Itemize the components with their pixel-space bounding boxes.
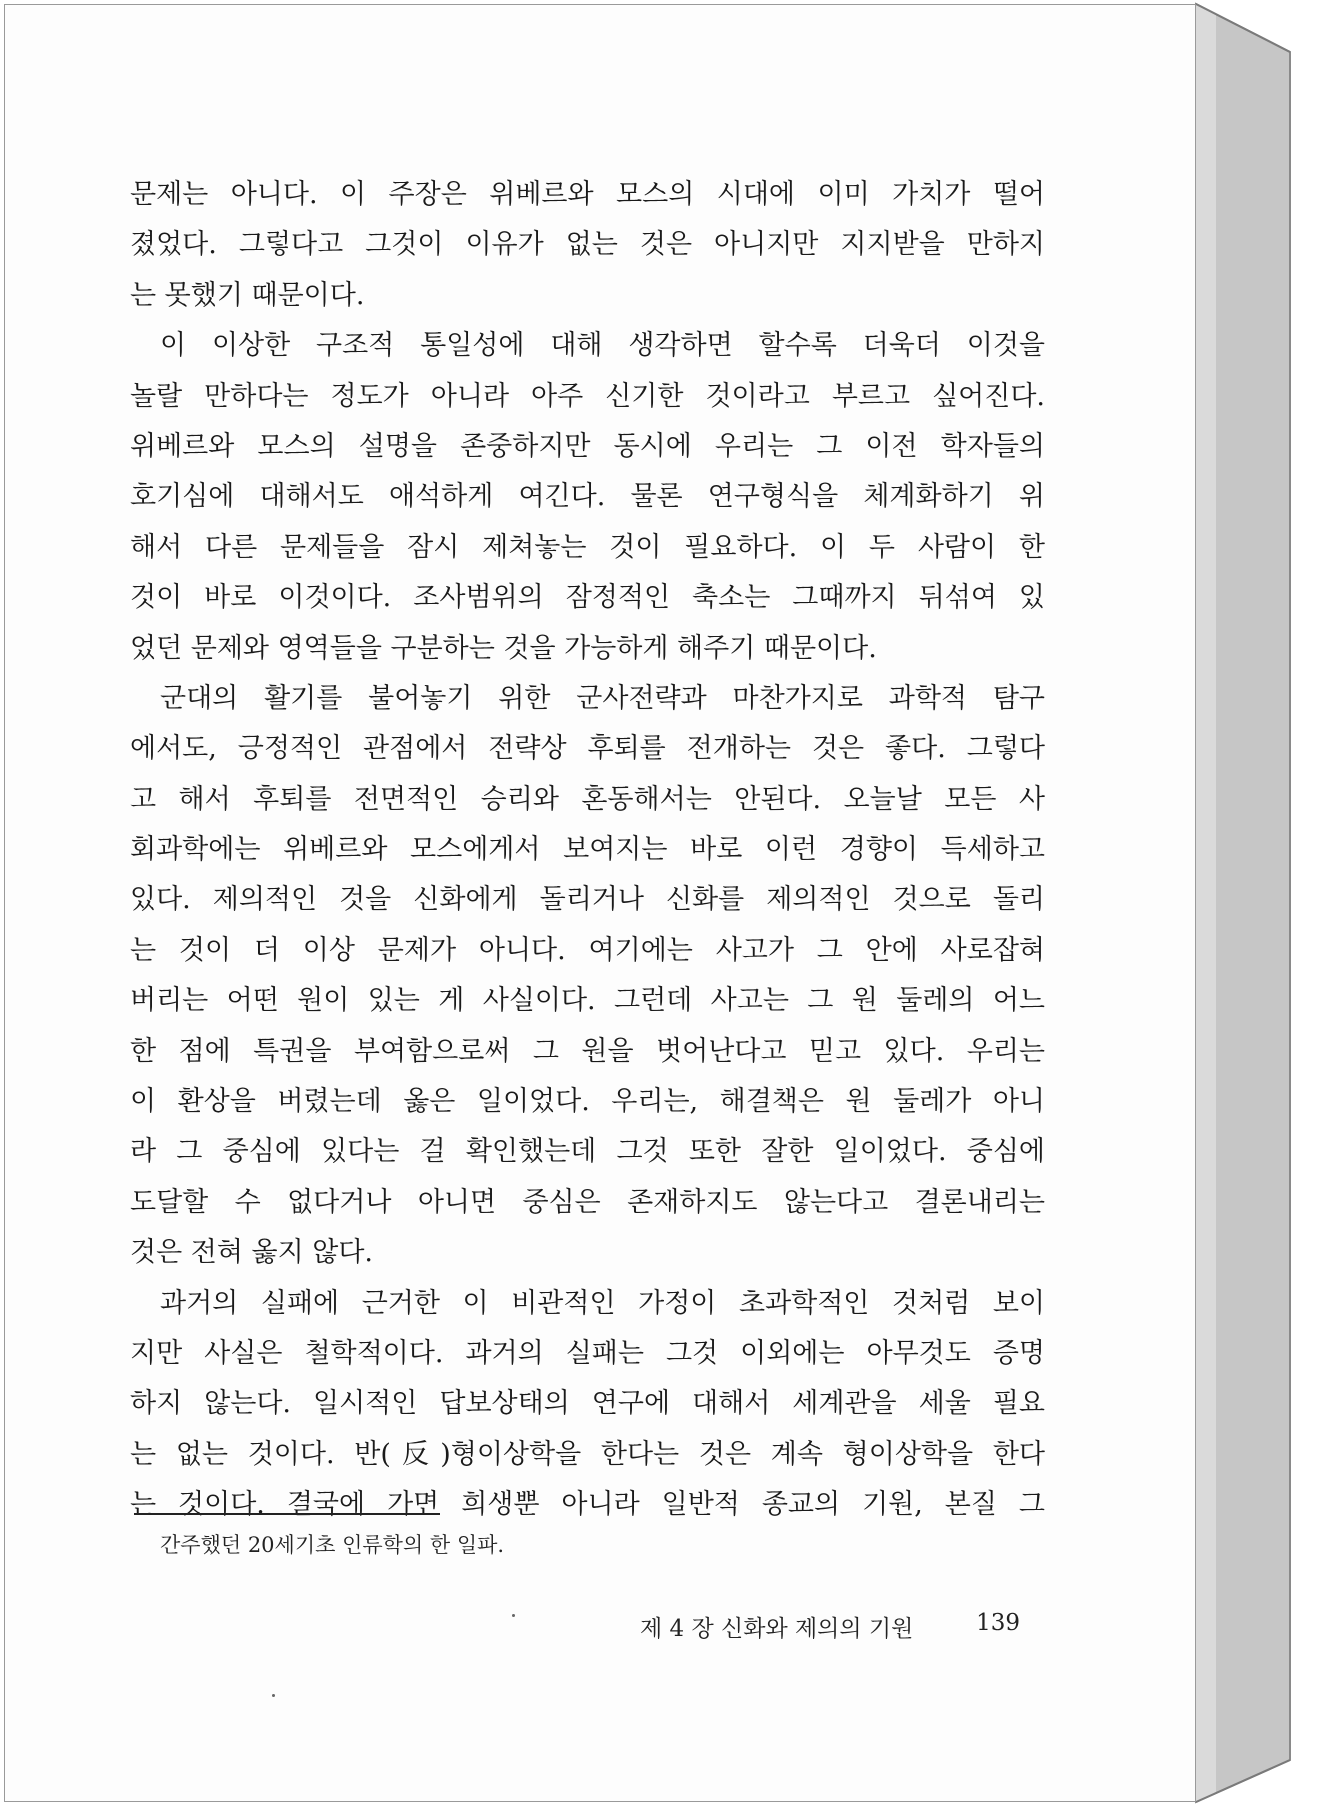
text-line: 위베르와 모스의 설명을 존중하지만 동시에 우리는 그 이전 학자들의	[130, 430, 1045, 462]
text-line: 는 못했기 때문이다.	[130, 279, 365, 311]
text-line: 과거의 실패에 근거한 이 비관적인 가정이 초과학적인 것처럼 보이	[160, 1287, 1045, 1319]
text-line: 군대의 활기를 불어놓기 위한 군사전략과 마찬가지로 과학적 탐구	[160, 682, 1045, 714]
text-line: 는 없는 것이다. 반(反)형이상학을 한다는 것은 계속 형이상학을 한다	[130, 1438, 1045, 1470]
chapter-title: 제 4 장 신화와 제의의 기원	[640, 1616, 914, 1642]
text-line: 해서 다른 문제들을 잠시 제쳐놓는 것이 필요하다. 이 두 사람이 한	[130, 531, 1045, 563]
body-text	[130, 170, 1045, 1531]
text-line: 문제는 아니다. 이 주장은 위베르와 모스의 시대에 이미 가치가 떨어	[130, 179, 1045, 210]
text-line: 놀랄 만하다는 정도가 아니라 아주 신기한 것이라고 부르고 싶어진다.	[130, 380, 1045, 412]
scan-speck	[512, 1614, 515, 1617]
text-line: 것이 바로 이것이다. 조사범위의 잠정적인 축소는 그때까지 뒤섞여 있	[130, 582, 1045, 614]
text-line: 었던 문제와 영역들을 구분하는 것을 가능하게 해주기 때문이다.	[130, 632, 877, 664]
text-line: 는 것이다. 결국에 가면 희생뿐 아니라 일반적 종교의 기원, 본질 그	[130, 1489, 1045, 1521]
text-line: 지만 사실은 철학적이다. 과거의 실패는 그것 이외에는 아무것도 증명	[130, 1337, 1045, 1369]
text-line: 호기심에 대해서도 애석하게 여긴다. 물론 연구형식을 체계화하기 위	[130, 481, 1045, 513]
text-line: 에서도, 긍정적인 관점에서 전략상 후퇴를 전개하는 것은 좋다. 그렇다	[130, 733, 1045, 765]
text-line: 버리는 어떤 원이 있는 게 사실이다. 그런데 사고는 그 원 둘레의 어느	[130, 985, 1045, 1017]
running-footer	[640, 1610, 1020, 1643]
footnote-divider	[134, 1513, 440, 1515]
text-line: 있다. 제의적인 것을 신화에게 돌리거나 신화를 제의적인 것으로 돌리	[130, 884, 1045, 916]
text-line: 는 것이 더 이상 문제가 아니다. 여기에는 사고가 그 안에 사로잡혀	[130, 934, 1045, 966]
scan-speck	[272, 1694, 275, 1697]
text-line: 하지 않는다. 일시적인 답보상태의 연구에 대해서 세계관을 세울 필요	[130, 1388, 1045, 1420]
text-line: 회과학에는 위베르와 모스에게서 보여지는 바로 이런 경향이 득세하고	[130, 834, 1045, 866]
footnote: 간주했던 20세기초 인류학의 한 일파.	[160, 1533, 505, 1557]
text-line: 라 그 중심에 있다는 걸 확인했는데 그것 또한 잘한 일이었다. 중심에	[130, 1136, 1045, 1168]
text-line: 졌었다. 그렇다고 그것이 이유가 없는 것은 아니지만 지지받을 만하지	[130, 229, 1045, 261]
text-line: 것은 전혀 옳지 않다.	[130, 1237, 373, 1269]
text-line: 한 점에 특권을 부여함으로써 그 원을 벗어난다고 믿고 있다. 우리는	[130, 1035, 1045, 1067]
text-line: 고 해서 후퇴를 전면적인 승리와 혼동해서는 안된다. 오늘날 모든 사	[130, 783, 1045, 815]
text-line: 이 환상을 버렸는데 옳은 일이었다. 우리는, 해결책은 원 둘레가 아니	[130, 1086, 1045, 1118]
page-number: 139	[976, 1610, 1020, 1636]
text-line: 이 이상한 구조적 통일성에 대해 생각하면 할수록 더욱더 이것을	[160, 330, 1045, 362]
text-line: 도달할 수 없다거나 아니면 중심은 존재하지도 않는다고 결론내리는	[130, 1186, 1045, 1218]
